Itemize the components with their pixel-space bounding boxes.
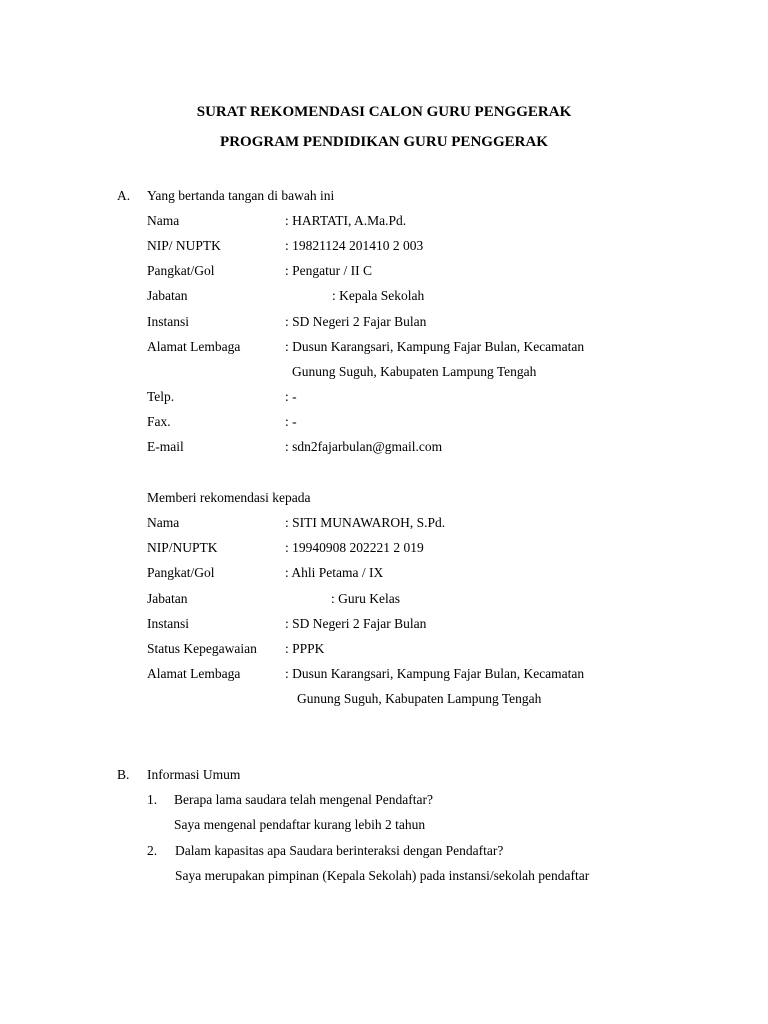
field-label: Nama [147,515,180,530]
field-value: : sdn2fajarbulan@gmail.com [285,439,443,454]
field-value: : SITI MUNAWAROH, S.Pd. [285,515,446,530]
field-label: E-mail [147,439,184,454]
section-a-heading: Yang bertanda tangan di bawah ini [147,188,335,203]
field-value: : Dusun Karangsari, Kampung Fajar Bulan, Kecamatan [285,666,585,681]
question-text: Dalam kapasitas apa Saudara berinteraksi dengan Pendaftar? [175,843,504,858]
field-value: : Dusun Karangsari, Kampung Fajar Bulan, Kecamatan [285,339,585,354]
field-label: Instansi [147,616,189,631]
field-label: Instansi [147,314,189,329]
answer-text: Saya mengenal pendaftar kurang lebih 2 tahun [174,817,426,832]
field-value: : SD Negeri 2 Fajar Bulan [285,314,427,329]
field-value: : - [285,414,297,429]
field-label: Pangkat/Gol [147,565,215,580]
field-label: Jabatan [147,288,188,303]
section-a-marker: A. [117,188,131,203]
field-value: : Pengatur / II C [285,263,372,278]
field-value: : 19940908 202221 2 019 [285,540,424,555]
section-b-marker: B. [117,767,130,782]
field-value: : Kepala Sekolah [332,288,425,303]
field-label: NIP/ NUPTK [147,238,221,253]
field-label: NIP/NUPTK [147,540,218,555]
field-label: Fax. [147,414,171,429]
field-label: Alamat Lembaga [147,666,241,681]
field-value: : PPPK [285,641,325,656]
document-subtitle: PROGRAM PENDIDIKAN GURU PENGGERAK [220,134,548,150]
field-label: Pangkat/Gol [147,263,215,278]
section-b-heading: Informasi Umum [147,767,241,782]
field-label: Status Kepegawaian [147,641,257,656]
question-text: Berapa lama saudara telah mengenal Pendaftar? [174,792,433,807]
field-value: : Guru Kelas [331,591,400,606]
field-label: Jabatan [147,591,188,606]
field-value: : SD Negeri 2 Fajar Bulan [285,616,427,631]
recommend-heading: Memberi rekomendasi kepada [147,490,311,505]
field-value: : HARTATI, A.Ma.Pd. [285,213,407,228]
question-number: 2. [147,843,158,858]
field-label: Nama [147,213,180,228]
field-value: : Ahli Petama / IX [285,565,384,580]
field-value: : - [285,389,297,404]
field-label: Telp. [147,389,175,404]
field-value-continuation: Gunung Suguh, Kabupaten Lampung Tengah [292,364,537,379]
field-label: Alamat Lembaga [147,339,241,354]
document-title: SURAT REKOMENDASI CALON GURU PENGGERAK [196,104,572,120]
field-value-continuation: Gunung Suguh, Kabupaten Lampung Tengah [297,691,542,706]
question-number: 1. [147,792,158,807]
answer-text: Saya merupakan pimpinan (Kepala Sekolah) pada instansi/sekolah pendaftar [175,868,590,883]
field-value: : 19821124 201410 2 003 [285,238,424,253]
